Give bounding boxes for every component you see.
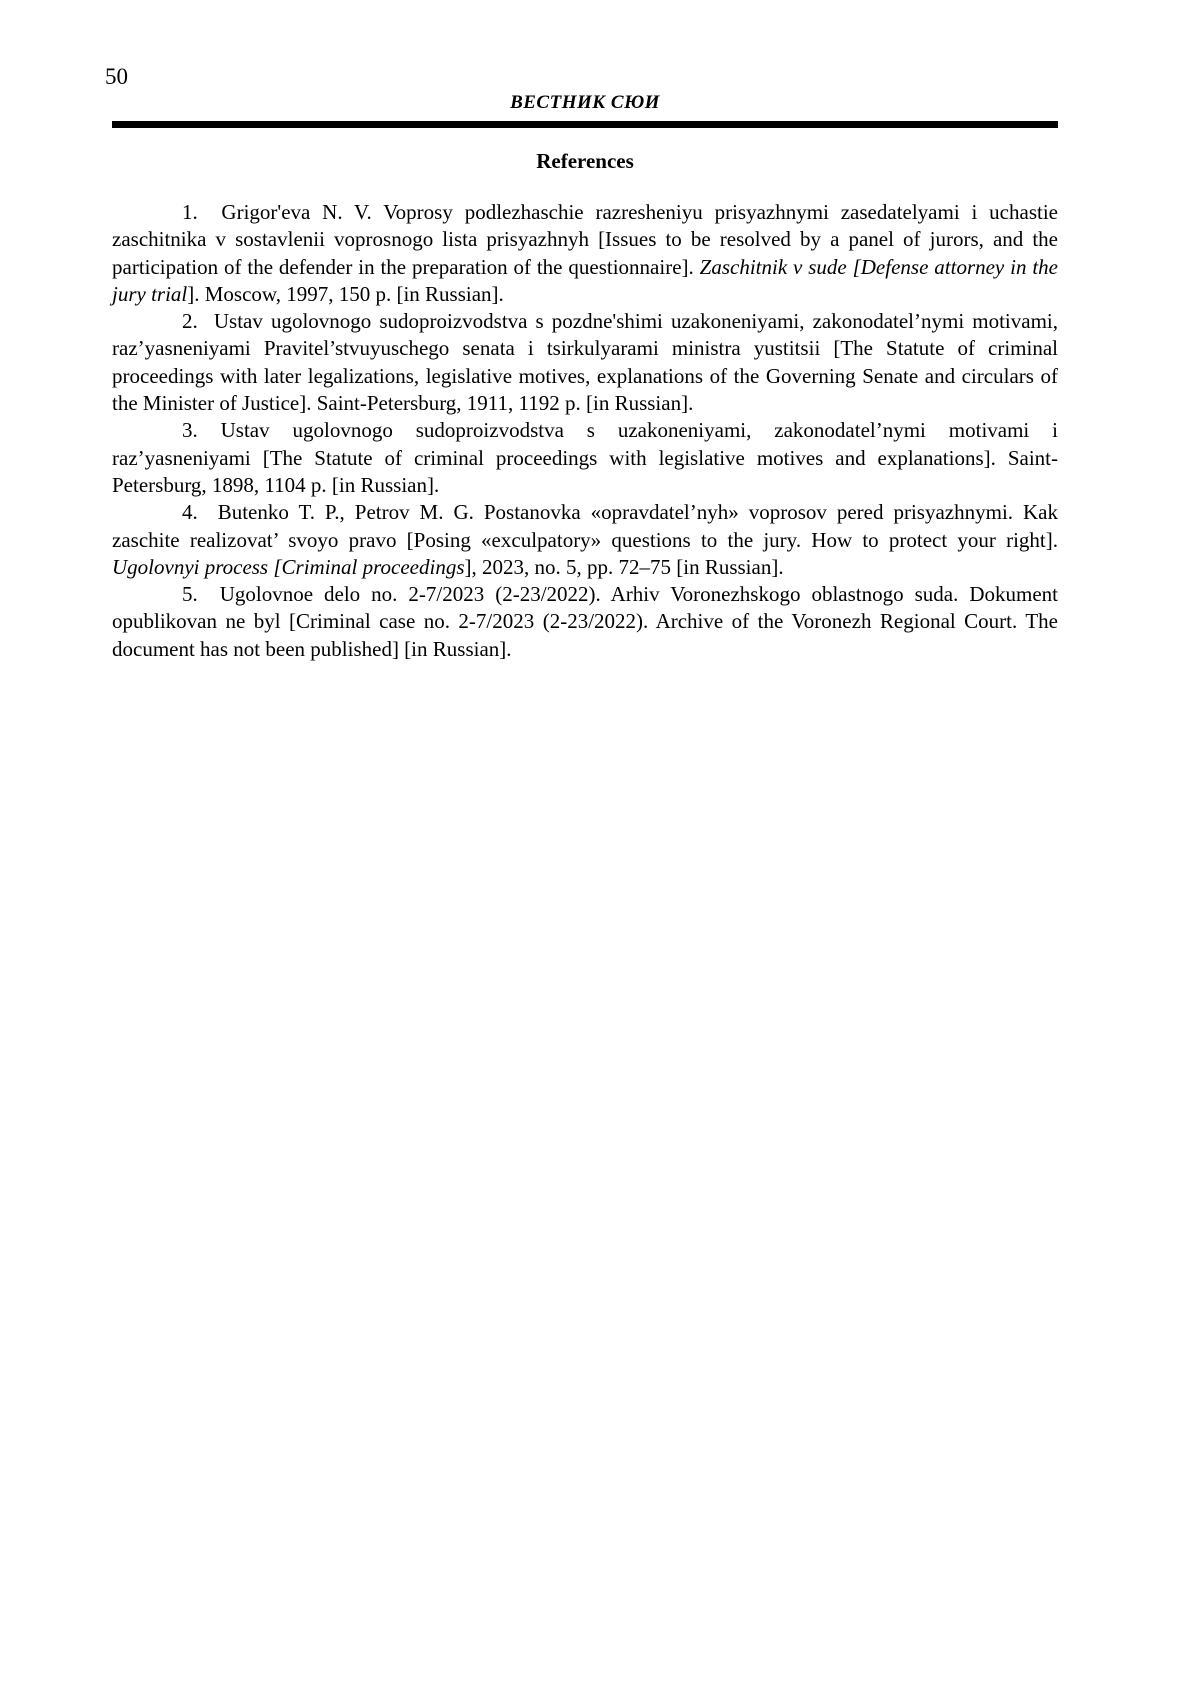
page-content — [112, 0, 1058, 663]
reference-item — [112, 581, 1058, 663]
header-divider-rule — [112, 121, 1058, 128]
reference-text-italic: Zaschitnik v sude [Defense attorney in the jury trial — [112, 254, 1058, 306]
reference-text: 3. Ustav ugolovnogo sudoproizvodstva s uzakoneniyami, zakonodatel’nymi motivami i raz’yasneniyami [The Statute of criminal proceedings with legislative motives and explanations]. Saint-Petersburg, 1898, 1104 p. [in Russian]. — [112, 418, 1058, 497]
references-heading: References — [536, 149, 634, 173]
reference-item — [112, 308, 1058, 417]
reference-item — [112, 199, 1058, 308]
references-list — [112, 199, 1058, 663]
reference-item — [112, 499, 1058, 581]
reference-text: 1. Grigor'eva N. V. Voprosy podlezhaschie razresheniyu prisyazhnymi zasedatelyami i uchastie zaschitnika v sostavlenii voprosnogo lista prisyazhnyh [Issues to be resolved by a panel of jurors, and the participation of the defender in the preparation of the questionnaire]. — [112, 200, 1058, 279]
reference-text-italic: Ugolovnyi process [Criminal proceedings — [112, 554, 465, 579]
reference-text: ], 2023, no. 5, pp. 72–75 [in Russian]. — [464, 554, 784, 579]
reference-item — [112, 417, 1058, 499]
reference-text: 2. Ustav ugolovnogo sudoproizvodstva s pozdne'shimi uzakoneniyami, zakonodatel’nymi motivami, raz’yasneniyami Pravitel’stvuyuschego senata i tsirkulyarami ministra yustitsii [The Statute of criminal proceedings with later legalizations, legislative motives, explanations of the Governing Senate and circulars of the Minister of Justice]. Saint-Petersburg, 1911, 1192 p. [in Russian]. — [112, 309, 1058, 416]
reference-text: 5. Ugolovnoe delo no. 2-7/2023 (2-23/2022). Arhiv Voronezhskogo oblastnogo suda. Dokument opublikovan ne byl [Criminal case no. 2-7/2023 (2-23/2022). Archive of the Voronezh Regional Court. The document has not been published] [in Russian]. — [112, 582, 1058, 661]
journal-running-head: ВЕСТНИК СЮИ — [510, 92, 660, 113]
reference-text: ]. Moscow, 1997, 150 p. [in Russian]. — [187, 281, 504, 306]
reference-text: 4. Butenko T. P., Petrov M. G. Postanovka «opravdatel’nyh» voprosov pered prisyazhnymi. Kak zaschite realizovat’ svoyo pravo [Posing «exculpatory» questions to the jury. How to protect your right]. — [112, 500, 1058, 552]
page-number: 50 — [105, 64, 128, 89]
